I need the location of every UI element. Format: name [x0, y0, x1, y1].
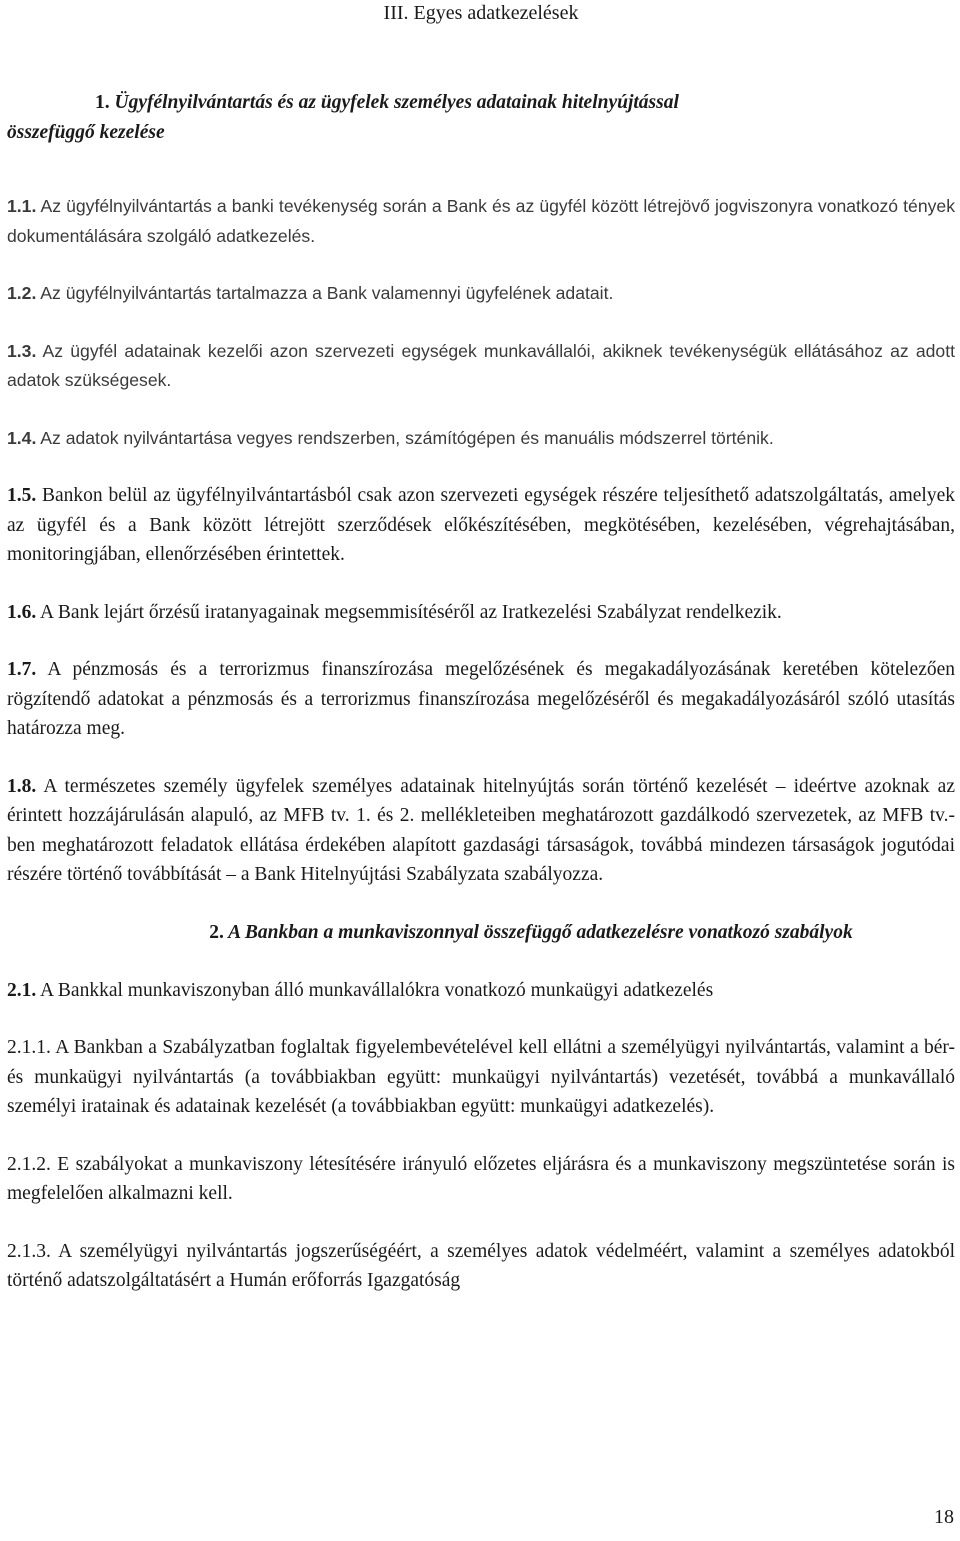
paragraph-1-7: 1.7. A pénzmosás és a terrorizmus finanszírozása megelőzésének és megakadályozásának keretében kötelezően rögzítendő adatokat a pénzmosás és a terrorizmus finanszírozása megelőzéséről és megakadályozásáról szóló utasítás határozza meg. — [7, 659, 955, 739]
paragraph-2-1-1: 2.1.1. A Bankban a Szabályzatban foglaltak figyelembevételével kell ellátni a személyügyi nyilvántartás, valamint a bér- és munkaügyi nyilvántartás (a továbbiakban együtt: munkaügyi nyilvántartás) vezetését, továbbá a munkavállaló személyi iratainak és adatainak kezelését (a továbbiakban együtt: munkaügyi adatkezelés). — [7, 1037, 955, 1117]
paragraph-1-8: 1.8. A természetes személy ügyfelek személyes adatainak hitelnyújtás során történő kezelését – ideértve azoknak az érintett hozzájárulásán alapuló, az MFB tv. 1. és 2. mellékleteiben meghatározott gazdálkodó szervezetek, az MFB tv.-ben meghatározott feladatok ellátása érdekében alapított gazdasági társaságok, továbbá mindezen társaságok jogutódai részére történő továbbítását – a Bank Hitelnyújtási Szabályzata szabályozza. — [7, 775, 955, 885]
document-page — [7, 0, 955, 1296]
paragraph-2-1: 2.1. A Bankkal munkaviszonyban álló munkavállalókra vonatkozó munkaügyi adatkezelés — [7, 979, 714, 1001]
paragraph-1-4: 1.4. Az adatok nyilvántartása vegyes rendszerben, számítógépen és manuális módszerrel történik. — [7, 427, 774, 448]
paragraph-1-6: 1.6. A Bank lejárt őrzésű iratanyagainak megsemmisítéséről az Iratkezelési Szabályzat rendelkezik. — [7, 601, 782, 623]
chapter-header: III. Egyes adatkezelések — [383, 2, 579, 24]
paragraph-2-1-2: 2.1.2. E szabályokat a munkaviszony létesítésére irányuló előzetes eljárásra és a munkaviszony megszüntetése során is megfelelően alkalmazni kell. — [7, 1153, 955, 1204]
section-1-number: 1. — [95, 92, 110, 113]
paragraph-1-3: 1.3. Az ügyfél adatainak kezelői azon szervezeti egységek munkavállalói, akiknek tevékenységük ellátásához az adott adatok szükségesek. — [7, 340, 955, 390]
section-2-number: 2. — [209, 921, 224, 943]
section-1-heading — [7, 88, 955, 148]
section-1-title-line1: Ügyfélnyilvántartás és az ügyfelek személyes adatainak hitelnyújtással — [114, 92, 679, 113]
section-1-title-line2: összefüggő kezelése — [7, 122, 165, 143]
paragraph-2-1-3: 2.1.3. A személyügyi nyilvántartás jogszerűségéért, a személyes adatok védelméért, valamint a személyes adatokból történő adatszolgáltatásért a Humán erőforrás Igazgatóság — [7, 1240, 955, 1291]
section-2-heading — [7, 918, 955, 948]
paragraph-1-1: 1.1. Az ügyfélnyilvántartás a banki tevékenység során a Bank és az ügyfél között létrejövő jogviszonyra vonatkozó tények dokumentálására szolgáló adatkezelés. — [7, 196, 955, 246]
page-number: 18 — [934, 1506, 954, 1528]
paragraph-1-5: 1.5. Bankon belül az ügyfélnyilvántartásból csak azon szervezeti egységek részére teljesíthető adatszolgáltatás, amelyek az ügyfél és a Bank között létrejött szerződések előkészítésében, megkötésében, kezelésében, végrehajtásában, monitoringjában, ellenőrzésében érintettek. — [7, 485, 955, 565]
paragraph-1-2: 1.2. Az ügyfélnyilvántartás tartalmazza a Bank valamennyi ügyfelének adatait. — [7, 283, 614, 303]
section-2-title: A Bankban a munkaviszonnyal összefüggő adatkezelésre vonatkozó szabályok — [228, 921, 853, 943]
